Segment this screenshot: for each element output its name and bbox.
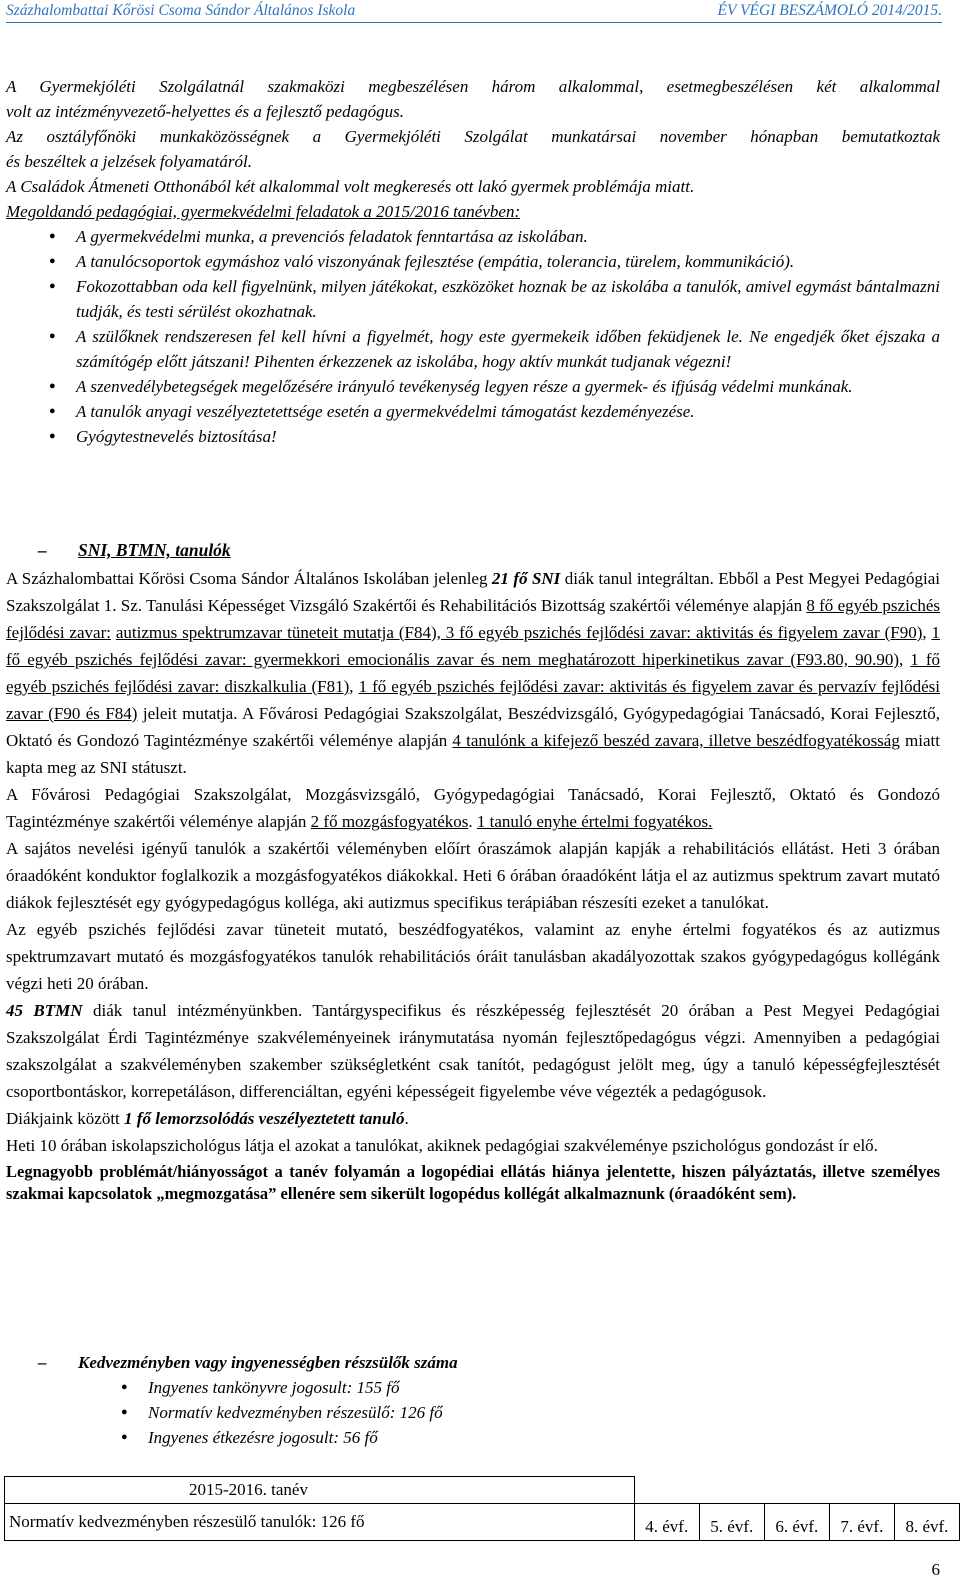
sni-paragraph-8: Legnagyobb problémát/hiányosságot a tanév folyamán a logopédiai ellátás hiánya jelentette, hiszen pályáztatás, illetve személyes szakmai kapcsolatok „megmozgatása” ellenére sem sikerült logopédus kollégát alkalmaznunk (óraadóként sem). xyxy=(6,1162,940,1203)
intro-block xyxy=(6,74,940,449)
table-cell-year: 2015-2016. tanév xyxy=(5,1477,635,1504)
intro-line-1: A Gyermekjóléti Szolgálatnál szakmaközi megbeszélésen három alkalommal, esetmegbeszélésen két alkalommal xyxy=(6,77,940,96)
school-name: Százhalombattai Kőrösi Csoma Sándor Általános Iskola xyxy=(6,2,356,19)
tasks-title: Megoldandó pedagógiai, gyermekvédelmi feladatok a 2015/2016 tanévben: xyxy=(6,202,521,221)
sni-paragraph-2: A Fővárosi Pedagógiai Szakszolgálat, Mozgásvizsgáló, Gyógypedagógiai Tanácsadó, Korai Fejlesztő, Oktató és Gondozó Tagintézménye szakértői véleménye alapján 2 fő mozgásfogyatékos. 1 tanuló enyhe értelmi fogyatékos. xyxy=(6,785,940,831)
table-cell-grade: 7. évf. xyxy=(829,1504,894,1541)
sni-paragraph-3: A sajátos nevelési igényű tanulók a szakértői véleményben előírt óraszámok alapján kapják a rehabilitációs ellátást. Heti 3 órában óraadóként konduktor foglalkozik a mozgásfogyatékos diákokkal. Heti 6 órában óraadóként látja el az autizmus spektrum zavart mutató diákok fejlesztését egy gyógypedagógus kolléga, aki autizmus specifikus terápiában részesíti ezeket a tanulókat. xyxy=(6,839,940,912)
table-row xyxy=(5,1477,960,1504)
benefits-heading: – Kedvezményben vagy ingyenességben részsülők száma xyxy=(38,1350,918,1375)
intro-line-4: és beszéltek a jelzések folyamatáról. xyxy=(6,152,252,171)
sni-paragraph-1: A Százhalombattai Kőrösi Csoma Sándor Általános Iskolában jelenleg 21 fő SNI diák tanul integráltan. Ebből a Pest Megyei Pedagógiai Szakszolgálat 1. Sz. Tanulási Képességet Vizsgáló Szakértői és Rehabilitációs Bizottság szakértői véleménye alapján 8 fő egyéb pszichés fejlődési zavar: autizmus spektrumzavar tüneteit mutatja (F84), 3 fő egyéb pszichés fejlődési zavar: aktivitás és figyelem zavar (F90), 1 fő egyéb pszichés fejlődési zavar: gyermekkori emocionális zavar és nem meghatározott hiperkinetikus zavar (F93.80, 90.90), 1 fő egyéb pszichés fejlődési zavar: diszkalkulia (F81), 1 fő egyéb pszichés fejlődési zavar: aktivitás és figyelem zavar és pervazív fejlődési zavar (F90 és F84) jeleit mutatja. A Fővárosi Pedagógiai Szakszolgálat, Beszédvizsgáló, Gyógypedagógiai Tanácsadó, Korai Fejlesztő, Oktató és Gondozó Tagintézménye szakértői véleménye alapján 4 tanulónk a kifejező beszéd zavara, illetve beszédfogyatékosság miatt kapta meg az SNI státuszt. xyxy=(6,569,941,777)
table-cell-grade: 6. évf. xyxy=(764,1504,829,1541)
table-cell-grade: 4. évf. xyxy=(634,1504,699,1541)
list-item: ● A tanulócsoportok egymáshoz való viszonyának fejlesztése (empátia, tolerancia, türelem, kommunikáció). xyxy=(6,249,940,274)
sni-paragraph-4: Az egyéb pszichés fejlődési zavar tüneteit mutató, beszédfogyatékos, valamint az enyhe értelmi fogyatékos és az autizmus spektrumzavart mutató és mozgásfogyatékos tanulók rehabilitációs óráit tanulásban akadályozottak szakos gyógypedagógus kollégánk végzi heti 20 órában. xyxy=(6,920,940,993)
table-cell-grade: 8. évf. xyxy=(894,1504,959,1541)
dash-marker: – xyxy=(38,1353,47,1372)
intro-line-2: volt az intézményvezető-helyettes és a fejlesztő pedagógus. xyxy=(6,102,404,121)
list-item: ● A gyermekvédelmi munka, a prevenciós feladatok fenntartása az iskolában. xyxy=(6,224,940,249)
intro-line-5: A Családok Átmeneti Otthonából két alkalommal volt megkeresés ott lakó gyermek problémája miatt. xyxy=(6,177,695,196)
intro-line-3: Az osztályfőnöki munkaközösségnek a Gyermekjóléti Szolgálat munkatársai november hónapban bemutatkoztak xyxy=(6,127,940,146)
list-item: ● A szülőknek rendszeresen fel kell hívni a figyelmét, hogy este gyermekeik időben feküdjenek le. Ne engedjék őket éjszaka a számítógép előtt játszani! Pihenten érkezzenek az iskolába, hogy aktív munkát tudjanak végezni! xyxy=(6,324,940,374)
report-title: ÉV VÉGI BESZÁMOLÓ 2014/2015. xyxy=(717,2,942,19)
sni-body xyxy=(6,565,940,1205)
list-item: ● Fokozottabban oda kell figyelnünk, milyen játékokat, eszközöket hoznak be az iskolába a tanulók, amivel egymást bántalmazni tudják, és testi sérülést okozhatnak. xyxy=(6,274,940,324)
tasks-list xyxy=(6,224,940,449)
benefits-list xyxy=(78,1375,918,1450)
table-row xyxy=(5,1504,960,1541)
list-item: ● Gyógytestnevelés biztosítása! xyxy=(6,424,940,449)
list-item: ● A szenvedélybetegségek megelőzésére irányuló tevékenység legyen része a gyermek- és ifjúság védelmi munkának. xyxy=(6,374,940,399)
sni-paragraph-6: Diákjaink között 1 fő lemorzsolódás veszélyeztetett tanuló. xyxy=(6,1109,409,1128)
page-header xyxy=(6,0,942,24)
sni-paragraph-7: Heti 10 órában iskolapszichológus látja el azokat a tanulókat, akiknek pedagógiai szakvéleménye pszichológus gondozást ír elő. xyxy=(6,1136,878,1155)
benefits-block xyxy=(38,1350,918,1450)
benefits-table xyxy=(4,1476,960,1541)
page-number: 6 xyxy=(931,1560,940,1579)
list-item: ● Ingyenes tankönyvre jogosult: 155 fő xyxy=(78,1375,918,1400)
dash-marker: – xyxy=(38,540,47,560)
list-item: ● A tanulók anyagi veszélyeztetettsége esetén a gyermekvédelmi támogatást kezdeményezése. xyxy=(6,399,940,424)
header-rule xyxy=(6,22,942,23)
table-cell-label: Normatív kedvezményben részesülő tanulók: 126 fő xyxy=(5,1504,635,1541)
sni-paragraph-5: 45 BTMN diák tanul intézményünkben. Tantárgyspecifikus és részképesség fejlesztését 20 órában a Pest Megyei Pedagógiai Szakszolgálat Érdi Tagintézménye szakvéleményeinek iránymutatása nyomán fejlesztőpedagógus végzi. Amennyiben a pedagógiai szakszolgálat a szakvéleményben szakember szükségletként csak tanítót, pedagógust jelölt meg, úgy a tanuló képességfejlesztését csoportbontáskor, korrepetáláson, differenciáltan, egyéni képességeit figyelembe véve végezték a pedagógusok. xyxy=(6,1001,940,1101)
list-item: ● Normatív kedvezményben részesülő: 126 fő xyxy=(78,1400,918,1425)
table-cell-grade: 5. évf. xyxy=(699,1504,764,1541)
list-item: ● Ingyenes étkezésre jogosult: 56 fő xyxy=(78,1425,918,1450)
sni-heading: – SNI, BTMN, tanulók xyxy=(38,540,231,560)
